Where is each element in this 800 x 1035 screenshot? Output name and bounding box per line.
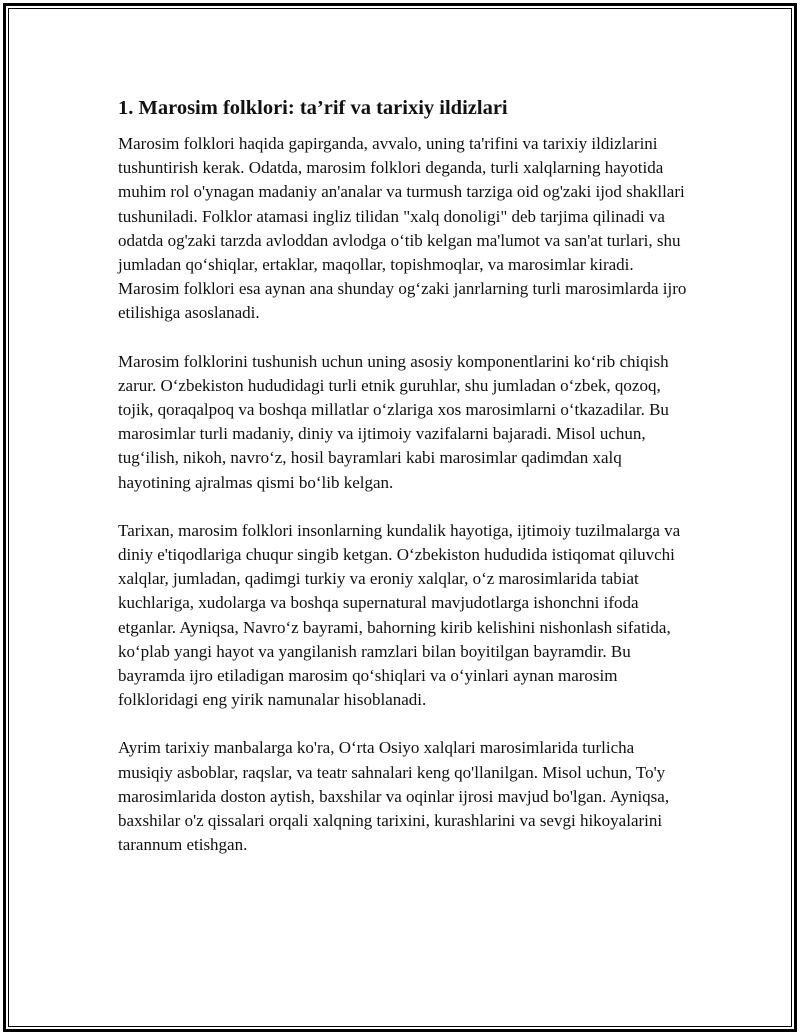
paragraph-3: Tarixan, marosim folklori insonlarning kundalik hayotiga, ijtimoiy tuzilmalarga va diniy e'tiqodlariga chuqur singib ketgan. O‘zbekiston hududida istiqomat qiluvchi xalqlar, jumladan, qadimgi turkiy va eroniy xalqlar, o‘z marosimlarida tabiat kuchlariga, xudolarga va boshqa supernatural mavjudotlarga ishonchni ifoda etganlar. Ayniqsa, Navro‘z bayrami, bahorning kirib kelishini nishonlash sifatida, ko‘plab yangi hayot va yangilanish ramzlari bilan boyitilgan bayramdir. Bu bayramda ijro etiladigan marosim qo‘shiqlari va o‘yinlari aynan marosim folkloridagi eng yirik namunalar hisoblanadi.: [118, 520, 681, 710]
document-body: [118, 95, 688, 881]
paragraph-1: Marosim folklori haqida gapirganda, avvalo, uning ta'rifini va tarixiy ildizlarini tushuntirish kerak. Odatda, marosim folklori deganda, turli xalqlarning hayotida muhim rol o'ynagan madaniy an'analar va turmush tarziga oid og'zaki ijod shakllari tushuniladi. Folklor atamasi ingliz tilidan "xalq donoligi" deb tarjima qilinadi va odatda og'zaki tarzda avloddan avlodga o‘tib kelgan ma'lumot va san'at turlari, shu jumladan qo‘shiqlar, ertaklar, maqollar, topishmoqlar, va marosimlar kiradi. Marosim folklori esa aynan ana shunday og‘zaki janrlarning turli marosimlarda ijro etilishiga asoslanadi.: [118, 134, 687, 323]
paragraph-2: Marosim folklorini tushunish uchun uning asosiy komponentlarini ko‘rib chiqish zarur. O‘zbekiston hududidagi turli etnik guruhlar, shu jumladan o‘zbek, qozoq, tojik, qoraqalpoq va boshqa millatlar o‘zlariga xos marosimlarni o‘tkazadilar. Bu marosimlar turli madaniy, diniy va ijtimoiy vazifalarni bajaradi. Misol uchun, tug‘ilish, nikoh, navro‘z, hosil bayramlari kabi marosimlar qadimdan xalq hayotining ajralmas qismi bo‘lib kelgan.: [118, 351, 669, 492]
paragraph-4: Ayrim tarixiy manbalarga ko'ra, O‘rta Osiyo xalqlari marosimlarida turlicha musiqiy asboblar, raqslar, va teatr sahnalari keng qo'llanilgan. Misol uchun, To'y marosimlarida doston aytish, baxshilar va oqinlar ijrosi mavjud bo'lgan. Ayniqsa, baxshilar o'z qissalari orqali xalqning tarixini, kurashlarini va sevgi hikoyalarini tarannum etishgan.: [118, 738, 670, 855]
section-heading: 1. Marosim folklori: ta’rif va tarixiy ildizlari: [118, 97, 508, 119]
